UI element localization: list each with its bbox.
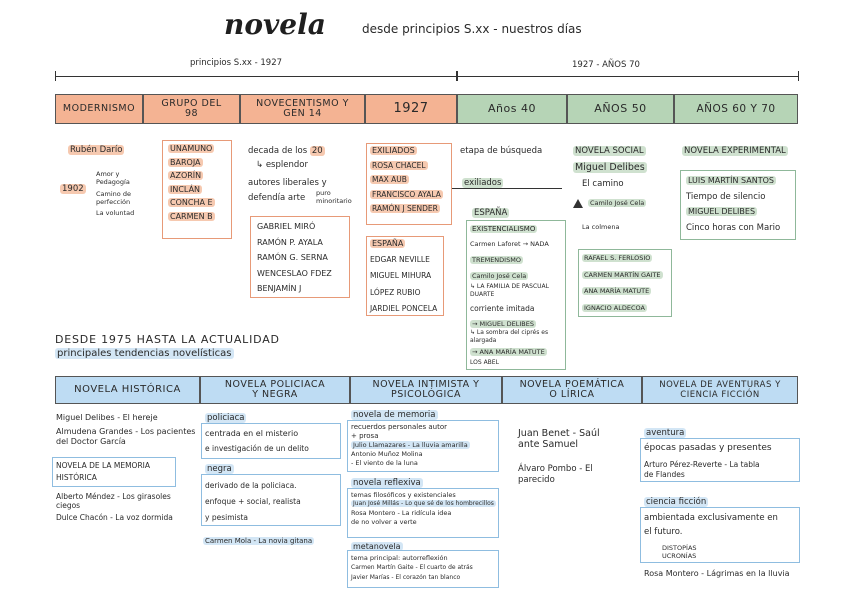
anos40-intro: etapa de búsqueda: [460, 146, 543, 156]
warning-icon: [573, 199, 583, 208]
period-1927: 1927: [365, 94, 457, 124]
historica-memoria-title: NOVELA DE LA MEMORIA HISTÓRICA: [56, 461, 151, 482]
intimista-list-2: temas filosóficos y existenciales Juan José Millás - Lo que sé de los hombrecillos Rosa Montero - La ridícula idea de no volver a verte: [351, 491, 494, 526]
aventura-desc-1: épocas pasadas y presentes: [644, 443, 772, 453]
grupo98-author: CARMEN B: [170, 211, 213, 221]
g27-espana-author: JARDIEL PONCELA: [370, 304, 438, 313]
negra-desc-2: enfoque + social, realista: [205, 497, 301, 506]
grupo98-author: INCLÁN: [170, 184, 201, 194]
ciencia-ficcion-distopias: DISTOPÍAS: [662, 544, 697, 552]
historica-item-2: Almudena Grandes - Los pacientes del Doctor García: [56, 427, 196, 446]
historica-memoria-2: Dulce Chacón - La voz dormida: [56, 513, 173, 522]
anos50-author-item: IGNACIO ALDECOA: [584, 303, 645, 312]
grupo98-author: AZORÍN: [170, 171, 202, 180]
novecentismo-note-6: minoritario: [316, 197, 352, 205]
policiaca-title: policiaca: [207, 413, 245, 423]
anos60-list: LUIS MARTÍN SANTOS Tiempo de silencio MIGUEL DELIBES Cinco horas con Mario: [686, 176, 781, 233]
tendencia-historica: NOVELA HISTÓRICA: [55, 376, 200, 404]
desde1975-subtitle: principales tendencias novelísticas: [57, 348, 232, 359]
g27-exiliado: FRANCISCO AYALA: [372, 189, 441, 199]
period-anos50: AÑOS 50: [567, 94, 674, 124]
grupo98-author: CONCHA E: [170, 198, 213, 207]
anos50-list: [582, 253, 663, 313]
timeline-tick-right: [798, 71, 799, 81]
modernismo-year: 1902: [62, 184, 84, 194]
g27-exiliado: MAX AUB: [372, 175, 407, 184]
anos40-exiliados: exiliados: [464, 178, 502, 188]
aventura-desc-2: Arturo Pérez-Reverte - La tabla: [644, 460, 760, 469]
poematica-list: Juan Benet - Saúl ante Samuel Álvaro Pombo - El parecido: [518, 428, 600, 485]
anos50-work: El camino: [582, 179, 624, 189]
negra-desc-3: y pesimista: [205, 513, 249, 522]
anos40-item: Carmen Laforet → NADA: [470, 239, 549, 248]
novecentismo-author: RAMÓN G. SERNA: [257, 253, 328, 262]
aventura-desc-3: de Flandes: [644, 470, 685, 479]
novecentismo-note-1: decada de los 20: [248, 146, 323, 156]
timeline-line: [55, 76, 799, 77]
anos40-item: → MIGUEL DELIBES: [472, 319, 534, 328]
tendencia-policiaca: NOVELA POLICIACA Y NEGRA: [200, 376, 350, 404]
negra-title: negra: [207, 464, 232, 474]
g27-espana: ESPAÑA EDGAR NEVILLE MIGUEL MIHURA LÓPEZ RUBIO JARDIEL PONCELA: [370, 239, 438, 313]
policiaca-desc-1: centrada en el misterio: [205, 429, 299, 438]
anos40-item: → ANA MARÍA MATUTE: [472, 348, 545, 356]
modernismo-work-3: La voluntad: [96, 209, 135, 217]
policiaca-extra: Carmen Mola - La novia gitana: [205, 537, 313, 545]
period-modernismo: MODERNISMO: [55, 94, 143, 124]
tendencia-intimista: NOVELA INTIMISTA Y PSICOLÓGICA: [350, 376, 502, 404]
anos50-author: Miguel Delibes: [575, 162, 645, 173]
timeline-left-label: principios S.xx - 1927: [190, 58, 283, 68]
period-anos40: Años 40: [457, 94, 567, 124]
anos50-author-item: RAFAEL S. FERLOSIO: [584, 254, 651, 262]
modernismo-work-1: Amor y Pedagogía: [96, 170, 130, 186]
anos40-item: EXISTENCIALISMO: [472, 225, 536, 233]
novecentismo-author: GABRIEL MIRÓ: [257, 222, 316, 231]
novecentismo-note-3: autores liberales y: [248, 178, 327, 188]
anos50-warn-author: Camilo José Cela: [590, 199, 645, 207]
grupo98-author: UNAMUNO: [170, 144, 213, 153]
modernismo-author: Rubén Darío: [70, 145, 123, 155]
grupo98-author: BAROJA: [170, 157, 201, 167]
modernismo-work-2: Camino de perfección: [96, 190, 131, 206]
intimista-list-3: tema principal: autorreflexión Carmen Martín Gaite - El cuarto de atrás Javier Marías - El corazón tan blanco: [351, 554, 473, 581]
period-grupo98: GRUPO DEL 98: [143, 94, 240, 124]
intimista-list-1: recuerdos personales autor + prosa Julio Llamazares - La lluvia amarilla Antonio Muñoz Molina - El viento de la luna: [351, 423, 468, 467]
anos60-title: NOVELA EXPERIMENTAL: [684, 146, 786, 156]
anos50-warn-work: La colmena: [582, 223, 620, 231]
anos40-item: ↳ La sombra del ciprés es alargada: [470, 329, 549, 344]
historica-memoria-1: Alberto Méndez - Los girasoles ciegos: [56, 492, 171, 510]
timeline-tick-left: [55, 71, 56, 81]
negra-desc-1: derivado de la policiaca.: [205, 481, 297, 490]
intimista-title-3: metanovela: [353, 542, 401, 551]
novecentismo-note-2: ↳ esplendor: [256, 160, 308, 170]
g27-espana-author: LÓPEZ RUBIO: [370, 287, 421, 297]
timeline-tick-mid: [456, 71, 458, 81]
novecentismo-note-4: defendía arte: [248, 193, 306, 203]
anos40-item: Camilo José Cela: [472, 271, 527, 280]
novecentismo-note-5: puro: [316, 189, 331, 197]
anos40-item: LOS ABEL: [470, 358, 499, 366]
page-subtitle: desde principios S.xx - nuestros días: [362, 22, 582, 36]
anos40-list: [470, 224, 562, 368]
g27-espana-author: MIGUEL MIHURA: [370, 271, 432, 280]
policiaca-desc-2: e investigación de un delito: [205, 444, 309, 453]
tendencia-poematica: NOVELA POEMÁTICA O LÍRICA: [502, 376, 642, 404]
tendencia-aventuras: NOVELA DE AVENTURAS Y CIENCIA FICCIÓN: [642, 376, 798, 404]
ciencia-ficcion-ucronias: UCRONÍAS: [662, 552, 697, 560]
anos40-item: TREMENDISMO: [472, 256, 521, 264]
aventuras-extra: Rosa Montero - Lágrimas en la lluvia: [644, 569, 790, 578]
novecentismo-author: WENCESLAO FDEZ: [257, 268, 332, 278]
novecentismo-list: [257, 222, 332, 295]
historica-item-1: Miguel Delibes - El hereje: [56, 413, 158, 422]
novecentismo-author: RAMÓN P. AYALA: [257, 237, 323, 247]
aventura-title: aventura: [646, 428, 685, 438]
page-title: novela: [224, 8, 326, 41]
anos50-title: NOVELA SOCIAL: [575, 146, 644, 156]
g27-exiliado: ROSA CHACEL: [372, 160, 426, 170]
anos40-espana: ESPAÑA: [474, 208, 508, 218]
desde1975-title: DESDE 1975 HASTA LA ACTUALIDAD: [55, 333, 280, 346]
intimista-title-2: novela reflexiva: [353, 478, 421, 488]
ciencia-ficcion-title: ciencia ficción: [646, 497, 707, 507]
anos50-author-item: CARMEN MARTÍN GAITE: [584, 270, 661, 279]
g27-exiliados: EXILIADOS ROSA CHACEL MAX AUB FRANCISCO AYALA RAMÓN J SENDER: [372, 146, 441, 213]
anos40-item: ↳ LA FAMILIA DE PASCUAL DUARTE: [470, 283, 549, 298]
timeline-right-label: 1927 - AÑOS 70: [572, 60, 640, 70]
ciencia-ficcion-desc-2: el futuro.: [644, 527, 683, 537]
ciencia-ficcion-desc-1: ambientada exclusivamente en: [644, 513, 778, 523]
grupo98-list: [168, 144, 215, 222]
novecentismo-author: BENJAMÍN J: [257, 284, 302, 293]
period-novecentismo: NOVECENTISMO Y GEN 14: [240, 94, 365, 124]
g27-espana-author: EDGAR NEVILLE: [370, 254, 430, 264]
anos40-item: corriente imitada: [470, 304, 535, 313]
anos50-author-item: ANA MARÍA MATUTE: [584, 287, 650, 295]
g27-exiliado: RAMÓN J SENDER: [372, 204, 438, 213]
period-anos60: AÑOS 60 Y 70: [674, 94, 798, 124]
intimista-title-1: novela de memoria: [353, 410, 436, 420]
